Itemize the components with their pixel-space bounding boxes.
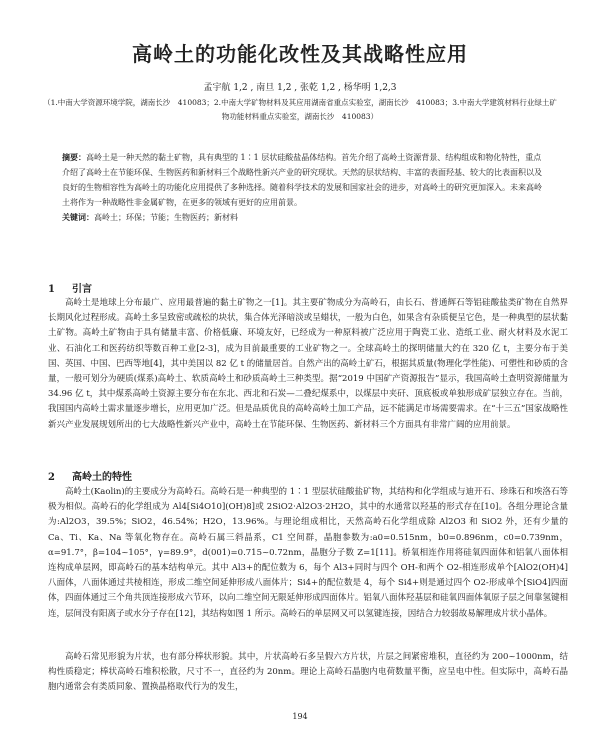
section-heading-intro — [48, 280, 92, 295]
abstract-label: 摘要： — [62, 152, 86, 162]
section-number: 2 — [48, 472, 55, 483]
paragraph-intro: 高岭土是地球上分布最广、应用最普遍的黏土矿物之一[1]。其主要矿物成分为高岭石，由长石、普通辉石等铝硅酸盐类矿物在自然界长期风化过程形成。高岭土多呈致密或疏松的块状，集合体光泽暗淡或呈蜡状，一般为白色，如果含有杂质便呈它色，是一种典型的层状黏土矿物。高岭土矿物由于具有储量丰富、价格低廉、环境友好，已经成为一种原料被广泛应用于陶瓷工业、造纸工业、耐火材料及水泥工业、石油化工和医药纺织等数百种工业[2-3]，成为目前最重要的工业矿物之一。全球高岭土的探明储量大约在 320 亿 t，主要分布于美国、英国、中国、巴西等地[4]，其中美国以 82 亿 t 的储量居首。自然产出的高岭土矿石，根据其质量(物理化学性能)、可塑性和砂质的含量，一般可划分为硬质(煤系)高岭土、软质高岭土和砂质高岭土三种类型。据“2019 中国矿产资源报告”显示，我国高岭土查明资源储量为 34.96 亿 t，其中煤系高岭土资源主要分布在东北、西北和石炭—二叠纪煤系中，以煤层中夹矸、顶底板或单独形成矿层独立存在。当前，我国国内高岭土需求量逐步增长，应用更加广泛。但是品质优良的高岭高岭土加工产品，远不能满足市场需要需求。在“十三五”国家战略性新兴产业发展规划所出的七大战略性新兴产业中，高岭土在节能环保、生物医药、新材料三个方面具有非常广阔的应用前景。 — [48, 298, 568, 430]
section-title: 引言 — [72, 284, 92, 295]
section-number: 1 — [48, 284, 55, 295]
paragraph-structure: 高岭土(Kaolin)的主要成分为高岭石。高岭石是一种典型的 1∶1 型层状硅酸盐矿物，其结构和化学组成与迪开石、珍珠石和埃洛石等极为相似。高岭石的化学组成为 Al4[Si4O10](OH)8]或 2SiO2·Al2O3·2H2O，其中的水通常以羟基的形式存在[10]。各组分理论含量为:Al2O3，39.5%；SiO2，46.54%；H2O，13.96%。与理论组成相比，天然高岭石化学组成除 Al2O3 和 SiO2 外，还有少量的 Ca、Ti、Ka、Na 等氧化物存在。高岭石属三斜晶系，C1 空间群，晶胞参数为:a0=0.515nm，b0=0.896nm，c0=0.739nm，α=91.7°，β=104~105°，γ=89.9°，d(001)=0.715~0.72nm，晶胞分子数 Z=1[11]。桥氧相连作用将硅氧四面体和铝氧八面体相连构成单层网，即高岭石的基本结构单元。其中 Al3+的配位数为 6，每个 Al3+同时与四个 OH-和两个 O2-相连形成单个[AlO2(OH)4]八面体，八面体通过共棱相连，形成二维空间延伸形成八面体片；Si4+的配位数是 4，每个 Si4+则是通过四个 O2-形成单个[SiO4]四面体，四面体通过三个角共顶连接形成六节环，以向二维空间无限延伸形成四面体片。铝氧八面体羟基层和硅氧四面体氧原子层之间靠氢键相连，层间没有阳离子或水分子存在[12]，其结构如图 1 所示。高岭石的单层网又可以氢键连接，因结合力较弱故易解理成片状小晶体。 — [48, 487, 568, 619]
affiliations: （1.中南大学资源环境学院，湖南长沙 410083；2.中南大学矿物材料及其应用湖南省重点实验室，湖南长沙 410083；3.中南大学建筑材料行业绿土矿物功能材料重点实验室，湖南长沙 410083） — [43, 98, 557, 121]
abstract-text: 高岭土是一种天然的黏土矿物，具有典型的 1∶1 层状硅酸盐晶体结构。首先介绍了高岭土资源背景、结构组成和物化特性，重点介绍了高岭土在节能环保、生物医药和新材料三个战略性新兴产业的研究现状。天然的层状结构、丰富的表面羟基、较大的比表面积以及良好的生物相容性为高岭土的功能化应用提供了多种选择。随着科学技术的发展和国家社会的进步，对高岭土的研究更加深入。未来高岭土将作为一种战略性非金属矿物，在更多的领域有更好的应用前景。 — [62, 153, 542, 207]
section-heading-properties — [48, 468, 132, 483]
paragraph-morphology: 高岭石常见形貌为片状，也有部分棒状形貌。其中，片状高岭石多呈假六方片状，片层之间紧密堆积，直径约为 200~1000nm，结构性质稳定；棒状高岭石堆积松散，尺寸不一，直径约为 20nm。理论上高岭石晶胞内电荷数量平衡，应呈电中性。但实际中，高岭石晶胞内通常会有类质同象、置换晶格取代行为的发生， — [48, 652, 568, 693]
keywords-label: 关键词： — [62, 212, 94, 222]
keywords-text: 高岭土；环保；节能；生物医药；新材料 — [94, 213, 238, 222]
abstract-block — [62, 150, 547, 225]
author-list: 孟宇航 1,2 , 南旦 1,2 , 张乾 1,2 , 杨华明 1,2,3 — [203, 83, 397, 93]
page-number: 194 — [292, 712, 308, 721]
section-title: 高岭土的特性 — [72, 472, 132, 483]
paper-title: 高岭土的功能化改性及其战略性应用 — [132, 42, 468, 66]
